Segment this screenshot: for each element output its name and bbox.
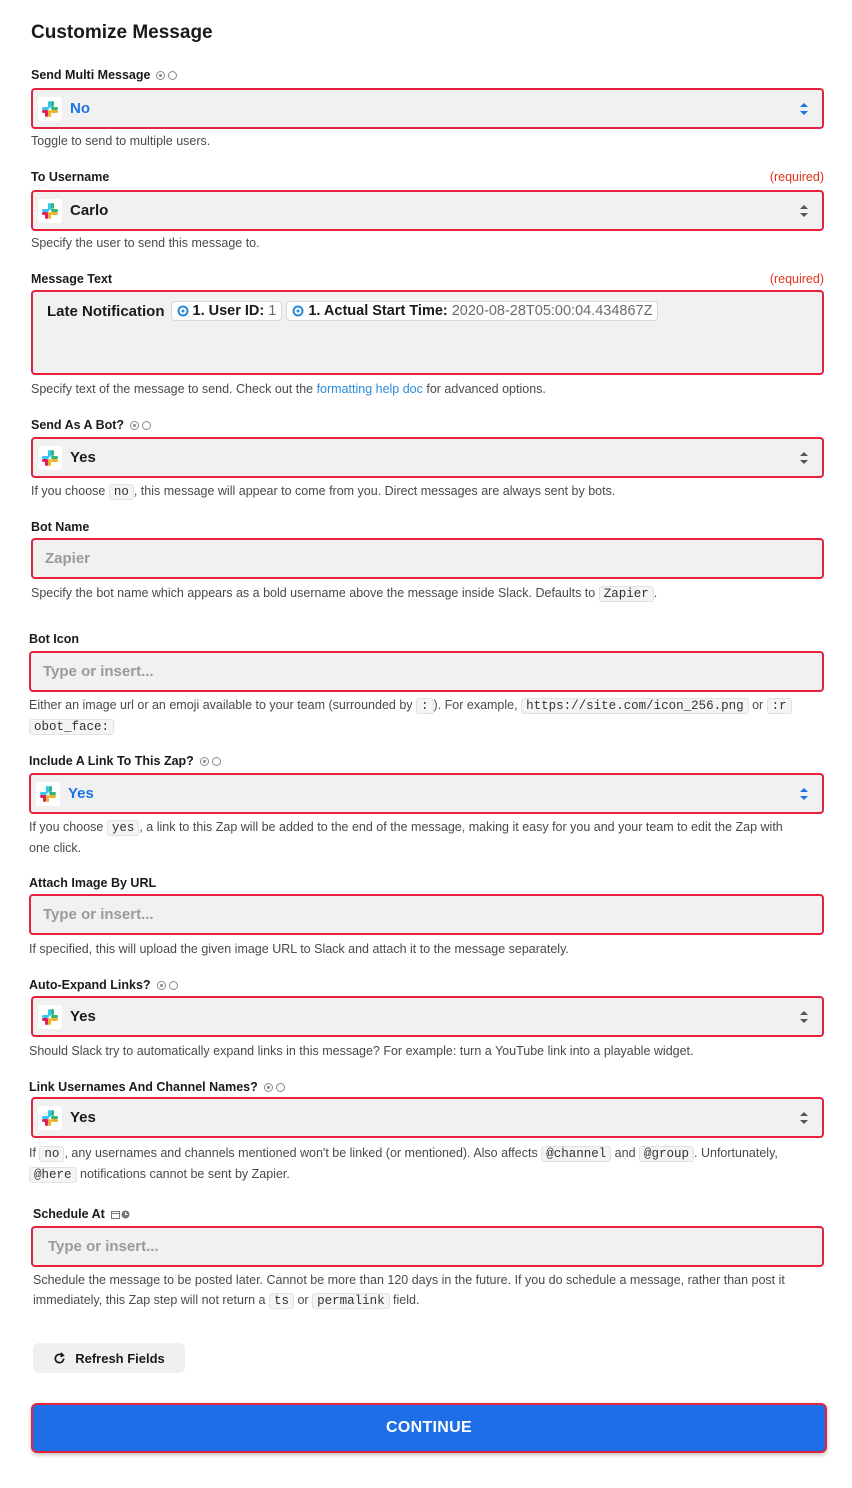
link-usernames-label: Link Usernames And Channel Names? <box>29 1080 285 1094</box>
send-as-bot-label: Send As A Bot? <box>31 418 151 432</box>
message-plain-text: Late Notification <box>47 302 165 320</box>
send-multi-value: No <box>70 100 90 117</box>
radio-icon <box>130 421 139 430</box>
attach-image-placeholder: Type or insert... <box>43 906 154 923</box>
select-arrows-icon <box>799 203 809 219</box>
include-link-label: Include A Link To This Zap? <box>29 754 221 768</box>
auto-expand-value: Yes <box>70 1008 96 1025</box>
field-type-toggle[interactable] <box>264 1083 285 1092</box>
select-arrows-icon <box>799 450 809 466</box>
to-username-select[interactable] <box>31 190 824 231</box>
message-text-label: Message Text <box>31 272 113 286</box>
field-mapping-pill[interactable]: 1. User ID: 1 <box>171 301 283 321</box>
radio-icon <box>264 1083 273 1092</box>
select-arrows-icon <box>799 1009 809 1025</box>
auto-expand-help: Should Slack try to automatically expand links in this message? For example: turn a YouTube link into a playable widget. <box>29 1044 694 1058</box>
radio-icon <box>212 757 221 766</box>
attach-image-label: Attach Image By URL <box>29 876 157 890</box>
bot-name-label: Bot Name <box>31 520 90 534</box>
radio-icon <box>156 71 165 80</box>
slack-icon <box>36 782 60 806</box>
field-type-toggle[interactable] <box>200 757 221 766</box>
slack-icon <box>38 1106 62 1130</box>
radio-icon <box>169 981 178 990</box>
message-text-help: Specify text of the message to send. Check out the formatting help doc for advanced options. <box>31 382 546 396</box>
select-arrows-icon <box>799 1110 809 1126</box>
link-usernames-help: If no , any usernames and channels mentioned won't be linked (or mentioned). Also affects @channel and @group . Unfortunately, @here notifications cannot be sent by Zapier. <box>29 1146 778 1182</box>
field-type-toggle[interactable] <box>157 981 178 990</box>
schedule-at-input[interactable] <box>31 1226 824 1267</box>
link-usernames-select[interactable] <box>31 1097 824 1138</box>
slack-icon <box>38 446 62 470</box>
step-icon <box>177 305 189 317</box>
include-link-select[interactable] <box>29 773 824 814</box>
send-multi-label: Send Multi Message <box>31 68 177 82</box>
attach-image-input[interactable] <box>29 894 824 935</box>
refresh-fields-button[interactable]: Refresh Fields <box>33 1343 185 1373</box>
bot-name-placeholder: Zapier <box>45 550 91 567</box>
schedule-at-placeholder: Type or insert... <box>48 1238 159 1255</box>
bot-icon-input[interactable] <box>29 651 824 692</box>
page-title: Customize Message <box>31 22 213 43</box>
schedule-at-help: Schedule the message to be posted later. Cannot be more than 120 days in the future. If you do schedule a message, rather than post it immediately, this Zap step will not return a ts or permalink field. <box>33 1273 785 1308</box>
include-link-help: If you choose yes , a link to this Zap will be added to the end of the message, making it easy for you and your team to edit the Zap with one click. <box>29 820 783 855</box>
required-indicator: (required) <box>769 170 824 184</box>
radio-icon <box>168 71 177 80</box>
select-arrows-icon <box>799 786 809 802</box>
link-usernames-value: Yes <box>70 1109 96 1126</box>
bot-icon-placeholder: Type or insert... <box>43 663 154 680</box>
slack-icon <box>38 199 62 223</box>
date-time-icons <box>111 1210 130 1219</box>
bot-icon-help: Either an image url or an emoji available to your team (surrounded by : ). For example, https://site.com/icon_256.png or :r obot_face: <box>29 695 819 737</box>
calendar-icon <box>111 1210 120 1219</box>
radio-icon <box>142 421 151 430</box>
field-type-toggle[interactable] <box>156 71 177 80</box>
schedule-at-label: Schedule At <box>33 1207 130 1221</box>
continue-button[interactable]: CONTINUE <box>31 1403 827 1453</box>
slack-icon <box>38 1005 62 1029</box>
bot-name-input[interactable] <box>31 538 824 579</box>
to-username-label: To Username <box>31 170 110 184</box>
send-multi-select[interactable] <box>31 88 824 129</box>
refresh-icon <box>53 1352 66 1365</box>
to-username-help: Specify the user to send this message to. <box>31 236 260 250</box>
step-icon <box>292 305 304 317</box>
bot-name-help: Specify the bot name which appears as a bold username above the message inside Slack. Defaults to Zapier . <box>31 586 658 601</box>
slack-icon <box>38 97 62 121</box>
formatting-help-link[interactable]: formatting help doc <box>316 382 423 396</box>
field-type-toggle[interactable] <box>130 421 151 430</box>
to-username-value: Carlo <box>70 202 109 219</box>
select-arrows-icon <box>799 101 809 117</box>
message-text-input[interactable] <box>31 290 824 375</box>
send-as-bot-value: Yes <box>70 449 96 466</box>
attach-image-help: If specified, this will upload the given image URL to Slack and attach it to the message separately. <box>29 942 569 956</box>
required-indicator: (required) <box>769 272 824 286</box>
message-text-content <box>47 301 658 321</box>
clock-icon <box>121 1210 130 1219</box>
include-link-value: Yes <box>68 785 94 802</box>
radio-icon <box>157 981 166 990</box>
radio-icon <box>276 1083 285 1092</box>
radio-icon <box>200 757 209 766</box>
send-multi-help: Toggle to send to multiple users. <box>31 134 211 148</box>
field-mapping-pill[interactable]: 1. Actual Start Time: 2020-08-28T05:00:04.434867Z <box>286 301 658 321</box>
auto-expand-select[interactable] <box>31 996 824 1037</box>
send-as-bot-select[interactable] <box>31 437 824 478</box>
send-as-bot-help: If you choose no , this message will appear to come from you. Direct messages are always sent by bots. <box>31 484 616 499</box>
bot-icon-label: Bot Icon <box>29 632 79 646</box>
auto-expand-label: Auto-Expand Links? <box>29 978 178 992</box>
